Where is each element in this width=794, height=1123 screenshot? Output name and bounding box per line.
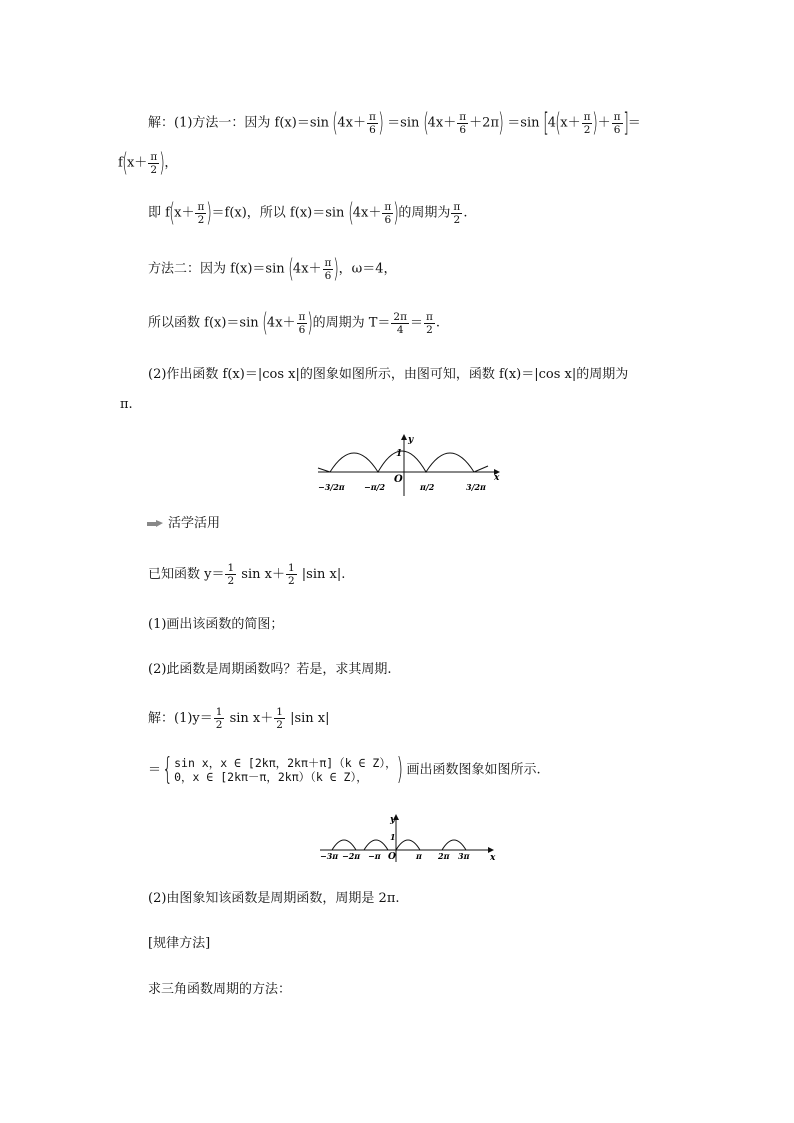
fraction-pi-6: $\frac{\pi}{6}$	[459, 110, 467, 136]
case-2: 0，x ∈ [2kπ－π，2kπ）（k ∈ Z），	[174, 770, 368, 784]
fraction-1-2: $\frac{1}{2}$	[215, 706, 223, 731]
sol1-prefix: 解：(1)方法一：因为 f(x)＝sin	[148, 115, 330, 131]
section-title: 活学活用	[168, 516, 221, 531]
arch-3	[396, 840, 420, 850]
tick-pi-2: π/2	[420, 482, 435, 492]
tick-neg-pi: −π	[368, 851, 381, 861]
fraction-pi-2: $\frac{\pi}{2}$	[150, 150, 158, 176]
method-text: 求三角函数周期的方法：	[148, 982, 292, 997]
tick-one: 1	[396, 449, 403, 459]
fraction-pi-6: $\frac{\pi}{6}$	[613, 110, 621, 136]
solution2-line-1: 解：(1)y＝ $\frac{1}{2}$ sin x＋ $\frac{1}{2}$ |sin x|	[148, 706, 330, 731]
fraction-pi-2: $\frac{\pi}{2}$	[583, 110, 591, 136]
fraction-1-2: $\frac{1}{2}$	[227, 562, 235, 587]
fraction-2pi-4: $\frac{2\pi}{4}$	[393, 310, 407, 336]
fraction-1-2: $\frac{1}{2}$	[287, 562, 295, 587]
tick-one: 1	[390, 832, 396, 842]
tick-neg-3pi: −3π	[320, 851, 339, 861]
paren-open: (	[332, 108, 339, 138]
fraction-pi-2: $\frac{\pi}{2}$	[197, 200, 205, 226]
tick-3-2-pi: 3/2π	[466, 482, 486, 492]
tick-2pi: 2π	[438, 851, 450, 861]
fraction-1-2: $\frac{1}{2}$	[276, 706, 283, 731]
arch-2	[364, 840, 388, 850]
tick-neg-pi-2: −π/2	[364, 482, 386, 492]
case-1: sin x，x ∈ [2kπ，2kπ＋π]（k ∈ Z），	[174, 756, 397, 770]
fraction-pi-6: $\frac{\pi}{6}$	[368, 110, 376, 136]
arch-4	[442, 840, 466, 850]
tick-neg-3-2-pi: −3/2π	[318, 482, 345, 492]
origin-label: O	[394, 474, 403, 485]
sol1-arg: 4x＋	[337, 115, 366, 131]
part2-line-cont: π.	[120, 397, 133, 412]
origin-label: O	[388, 852, 396, 862]
piecewise-definition: ＝{ sin x，x ∈ [2kπ，2kπ＋π]（k ∈ Z）， 0，x ∈ [2kπ－π，2kπ）（k ∈ Z）， ) 画出函数图象如图所示.	[148, 752, 541, 787]
x-label: x	[494, 473, 500, 483]
y-label: y	[390, 815, 396, 825]
y-label: y	[408, 435, 414, 445]
graph-abs-cos	[316, 432, 502, 498]
arch-1	[332, 840, 356, 850]
tick-3pi: 3π	[458, 851, 470, 861]
x-label: x	[490, 853, 496, 863]
fraction-pi-6: $\frac{\pi}{6}$	[298, 310, 306, 336]
y-axis-arrow	[401, 434, 407, 440]
question-1: (1)画出该函数的简图；	[148, 617, 284, 632]
fraction-pi-6: $\frac{\pi}{6}$	[324, 256, 332, 282]
fraction-pi-6: $\frac{\pi}{6}$	[384, 200, 392, 226]
conclusion: (2)由图象知该函数是周期函数，周期是 2π.	[148, 891, 400, 906]
graph-half-sin	[318, 814, 498, 864]
method-title: [规律方法]	[148, 936, 211, 951]
fraction-pi-2: $\frac{\pi}{2}$	[426, 310, 433, 336]
solution-line-3: 即 f(x＋ $\frac{\pi}{2}$ )＝f(x)，所以 f(x)＝sin (4x＋ $\frac{\pi}{6}$ )的周期为 $\frac{\pi}{2}$ .	[148, 198, 468, 228]
tick-neg-2pi: −2π	[342, 851, 361, 861]
question-2: (2)此函数是周期函数吗？若是，求其周期.	[148, 662, 392, 677]
part2-line: (2)作出函数 f(x)＝|cos x|的图象如图所示，由图可知，函数 f(x)＝|cos x|的周期为	[148, 367, 629, 382]
method-two-line: 方法二：因为 f(x)＝sin (4x＋ $\frac{\pi}{6}$ )，ω＝4，	[148, 254, 397, 284]
pointing-hand-icon	[146, 519, 164, 529]
tick-pi: π	[416, 851, 422, 861]
sol1-eq-sin: ＝sin	[387, 115, 420, 131]
solution-line-1: 解：(1)方法一：因为 f(x)＝sin (4x＋ $\frac{\pi}{6}$ ) ＝sin (4x＋ $\frac{\pi}{6}$ ＋2π) ＝sin [4(x＋ $\frac{\pi}{2}$ )＋ $\frac{\pi}{6}$ ]＝	[148, 108, 641, 138]
fraction-pi-2: $\frac{\pi}{2}$	[453, 200, 461, 226]
solution-line-2: f(x＋ $\frac{\pi}{2}$ )，	[118, 148, 178, 178]
period-line: 所以函数 f(x)＝sin (4x＋ $\frac{\pi}{6}$ )的周期为 T＝ $\frac{2\pi}{4}$ ＝ $\frac{\pi}{2}$ .	[148, 308, 441, 338]
problem-statement: 已知函数 y＝ $\frac{1}{2}$ sin x＋ $\frac{1}{2}$ |sin x|.	[148, 562, 346, 587]
